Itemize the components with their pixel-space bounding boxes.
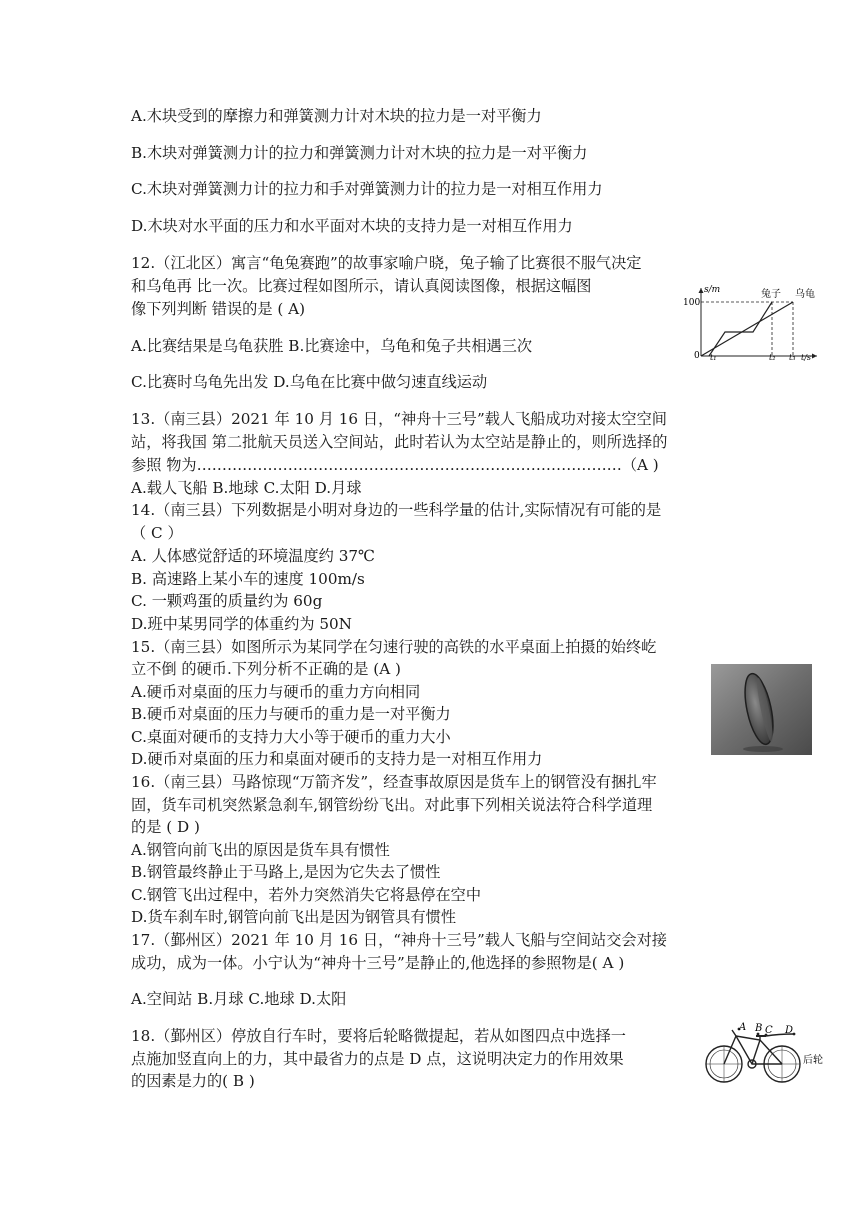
q16-option-d: D.货车刹车时,钢管向前飞出是因为钢管具有惯性 [131, 908, 457, 926]
q12-options-cd: C.比赛时乌龟先出发 D.乌龟在比赛中做匀速直线运动 [131, 373, 488, 391]
q15-option-d: D.硬币对桌面的压力和桌面对硬币的支持力是一对相互作用力 [131, 750, 543, 768]
graph-t2: t₂ [769, 353, 776, 362]
q14-option-a: A. 人体感觉舒适的环境温度约 37℃ [131, 547, 376, 565]
q15-option-b: B.硬币对桌面的压力与硬币的重力是一对平衡力 [131, 705, 451, 723]
q11-option-b: B.木块对弹簧测力计的拉力和弹簧测力计对木块的拉力是一对平衡力 [131, 144, 588, 162]
graph-t3: t₃ [789, 353, 796, 362]
q16-stem-line2: 固，货车司机突然紧急刹车,钢管纷纷飞出。对此事下列相关说法符合科学道理 [131, 796, 653, 814]
q14-stem-line1: 14.（南三县）下列数据是小明对身边的一些科学量的估计,实际情况有可能的是 [131, 501, 662, 519]
q16-option-a: A.钢管向前飞出的原因是货车具有惯性 [131, 841, 390, 859]
q14-option-c: C. 一颗鸡蛋的质量约为 60g [131, 592, 323, 610]
q13-stem-line1: 13.（南三县）2021 年 10 月 16 日，“神舟十三号”载人飞船成功对接太空空间 [131, 410, 667, 428]
graph-y-label: s/m [704, 285, 721, 295]
q16-stem-line3: 的是 ( D ) [131, 818, 200, 836]
q17-stem-line2: 成功，成为一体。小宁认为“神舟十三号”是静止的,他选择的参照物是( A ) [131, 954, 625, 972]
q12-stem-line2: 和乌龟再 比一次。比赛过程如图所示，请认真阅读图像，根据这幅图 [131, 277, 592, 295]
q17-options: A.空间站 B.月球 C.地球 D.太阳 [131, 990, 347, 1008]
q16-stem-line1: 16.（南三县）马路惊现“万箭齐发”，经查事故原因是货车上的钢管没有捆扎牢 [131, 773, 657, 791]
q13-stem-line3: 参照 物为…………………………………………………………………………（A ) [131, 456, 659, 474]
q18-stem-line1: 18.（鄞州区）停放自行车时，要将后轮略微提起，若从如图四点中选择一 [131, 1027, 626, 1045]
bicycle-figure [702, 1022, 830, 1086]
q15-stem-line1: 15.（南三县）如图所示为某同学在匀速行驶的高铁的水平桌面上拍摄的始终屹 [131, 638, 657, 656]
q11-option-a: A.木块受到的摩擦力和弹簧测力计对木块的拉力是一对平衡力 [131, 107, 542, 125]
race-graph-figure [683, 282, 823, 362]
q15-stem-line2: 立不倒 的硬币.下列分析不正确的是 (A ) [131, 660, 401, 678]
graph-y-100: 100 [683, 298, 701, 308]
q11-option-d: D.木块对水平面的压力和水平面对木块的支持力是一对相互作用力 [131, 217, 573, 235]
q15-option-c: C.桌面对硬币的支持力大小等于硬币的重力大小 [131, 728, 451, 746]
q13-stem-line2: 站，将我国 第二批航天员送入空间站，此时若认为太空站是静止的，则所选择的 [131, 433, 668, 451]
q18-stem-line2: 点施加竖直向上的力，其中最省力的点是 D 点，这说明决定力的作用效果 [131, 1050, 624, 1068]
bike-point-a: A [739, 1022, 747, 1033]
q14-stem-line2: （ C ） [131, 524, 183, 542]
q12-stem-line1: 12.（江北区）寓言“龟兔赛跑”的故事家喻户晓，兔子输了比赛很不服气决定 [131, 254, 642, 272]
q18-stem-line3: 的因素是力的( B ) [131, 1072, 255, 1090]
bike-point-c: C [765, 1025, 773, 1036]
q16-option-b: B.钢管最终静止于马路上,是因为它失去了惯性 [131, 863, 441, 881]
q11-option-c: C.木块对弹簧测力计的拉力和手对弹簧测力计的拉力是一对相互作用力 [131, 180, 603, 198]
q12-options-ab: A.比赛结果是乌龟获胜 B.比赛途中，乌龟和兔子共相遇三次 [131, 337, 533, 355]
q16-option-c: C.钢管飞出过程中，若外力突然消失它将悬停在空中 [131, 886, 482, 904]
graph-t1: t₁ [710, 353, 717, 362]
q12-stem-line3: 像下列判断 错误的是 ( A) [131, 300, 305, 318]
graph-turtle-label: 乌龟 [795, 289, 815, 300]
q14-option-b: B. 高速路上某小车的速度 100m/s [131, 570, 365, 588]
bike-rear-label: 后轮 [803, 1055, 823, 1066]
bike-point-d: D [785, 1025, 794, 1036]
graph-rabbit-label: 兔子 [761, 289, 781, 300]
rabbit-line [709, 302, 772, 356]
graph-t-label: t/s [801, 353, 812, 362]
bike-point-b: B [755, 1023, 763, 1034]
q15-option-a: A.硬币对桌面的压力与硬币的重力方向相同 [131, 683, 421, 701]
q13-options: A.载人飞船 B.地球 C.太阳 D.月球 [131, 479, 362, 497]
coin-photo-figure [711, 664, 812, 755]
graph-origin: 0 [694, 351, 700, 361]
q17-stem-line1: 17.（鄞州区）2021 年 10 月 16 日，“神舟十三号”载人飞船与空间站交会对接 [131, 931, 667, 949]
q14-option-d: D.班中某男同学的体重约为 50N [131, 615, 352, 633]
